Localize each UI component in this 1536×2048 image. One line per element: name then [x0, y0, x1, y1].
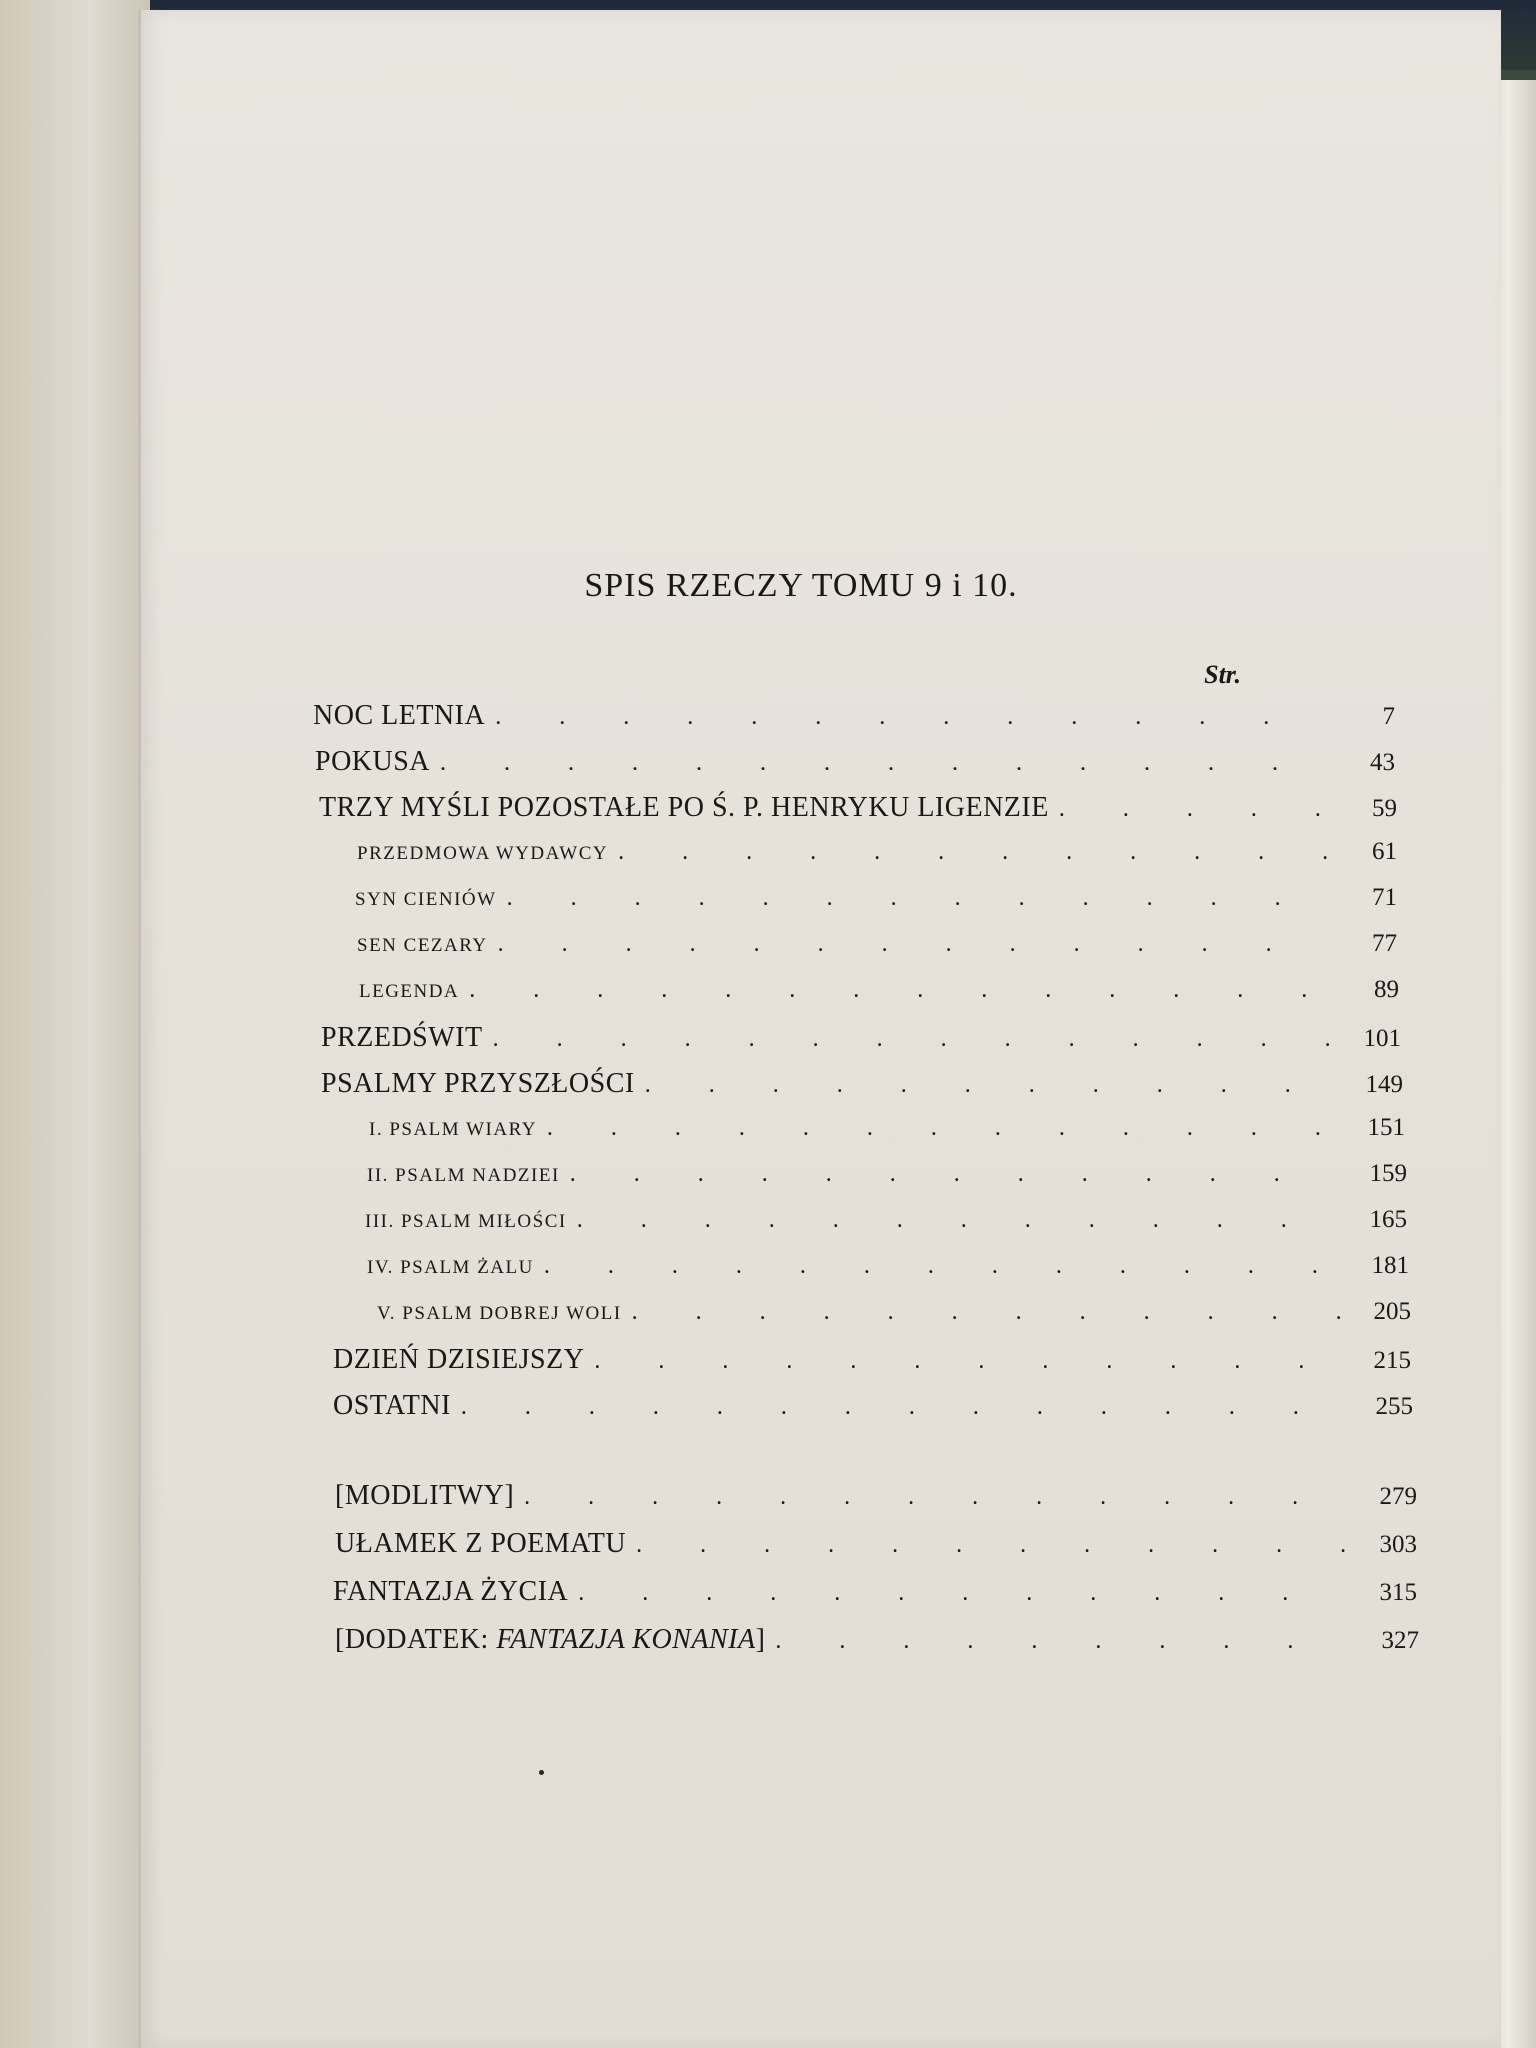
leader-dots — [618, 839, 1327, 866]
toc-entry — [313, 700, 1395, 740]
toc-entry — [333, 1390, 1413, 1430]
toc-entry — [335, 1480, 1417, 1520]
leader-dots — [544, 1253, 1339, 1280]
toc-entry — [367, 1160, 1407, 1200]
toc-entry-page: 71 — [1372, 884, 1397, 911]
toc-entry — [359, 976, 1399, 1016]
toc-entry-label: LEGENDA — [359, 981, 460, 1002]
leader-dots — [570, 1161, 1337, 1188]
toc-entry-page: 7 — [1382, 703, 1395, 730]
toc-entry-page: 181 — [1371, 1252, 1409, 1279]
toc-entry-page: 151 — [1367, 1114, 1405, 1141]
toc-entry — [357, 930, 1397, 970]
toc-entry-label: PSALMY PRZYSZŁOŚCI — [321, 1068, 635, 1099]
toc-entry-label: III. PSALM MIŁOŚCI — [365, 1211, 567, 1232]
toc-entry — [321, 1068, 1403, 1108]
leader-dots — [594, 1348, 1341, 1375]
leader-dots — [547, 1115, 1335, 1142]
toc-entry — [321, 1022, 1401, 1062]
toc-entry-page: 165 — [1369, 1206, 1407, 1233]
toc-entry-label: UŁAMEK Z POEMATU — [335, 1528, 627, 1559]
leader-dots — [524, 1484, 1347, 1511]
toc-entry-label: V. PSALM DOBREJ WOLI — [377, 1303, 622, 1324]
toc-entry-page: 101 — [1363, 1025, 1401, 1052]
toc-entry-page: 215 — [1373, 1347, 1411, 1374]
leader-dots — [493, 1026, 1331, 1053]
ink-speck — [539, 1770, 544, 1775]
toc-entry-page: 149 — [1365, 1071, 1403, 1098]
toc-entry-page: 61 — [1372, 838, 1397, 865]
toc-entry — [315, 746, 1395, 786]
leader-dots — [469, 977, 1329, 1004]
toc-entry-label: [MODLITWY] — [335, 1480, 515, 1511]
toc-entry-page: 279 — [1379, 1483, 1417, 1510]
toc-entry — [365, 1206, 1407, 1246]
leader-dots — [645, 1072, 1333, 1099]
toc-entry — [335, 1624, 1419, 1664]
leader-dots — [632, 1299, 1341, 1326]
toc-entry-label: SYN CIENIÓW — [355, 889, 497, 910]
toc-entry-label: NOC LETNIA — [313, 700, 486, 731]
toc-entry-page: 303 — [1379, 1531, 1417, 1558]
leader-dots — [507, 885, 1327, 912]
toc-entry — [367, 1252, 1409, 1292]
toc-entry-page: 255 — [1375, 1393, 1413, 1420]
toc-entry-label: IV. PSALM ŻALU — [367, 1257, 534, 1278]
toc-label-suffix: ] — [755, 1624, 766, 1655]
toc-entry-label: OSTATNI — [333, 1390, 451, 1421]
leader-dots — [1059, 796, 1327, 823]
toc-entry-page: 89 — [1374, 976, 1399, 1003]
toc-entry-label: I. PSALM WIARY — [369, 1119, 537, 1140]
toc-entry-page: 205 — [1373, 1298, 1411, 1325]
toc-entry-label: SEN CEZARY — [357, 935, 488, 956]
left-page-edge — [0, 0, 150, 2048]
toc-entry-label: TRZY MYŚLI POZOSTAŁE PO Ś. P. HENRYKU LIGENZIE — [319, 792, 1049, 823]
toc-entry — [377, 1298, 1411, 1338]
toc-entry — [319, 792, 1397, 832]
toc-label-prefix: [DODATEK: — [335, 1624, 497, 1655]
toc-entry-page: 315 — [1379, 1579, 1417, 1606]
toc-entry-label: PRZEDMOWA WYDAWCY — [357, 843, 609, 864]
toc-entry-page: 327 — [1381, 1627, 1419, 1654]
toc-entry-page: 43 — [1370, 749, 1395, 776]
toc-entry — [335, 1528, 1417, 1568]
toc-entry-page: 77 — [1372, 930, 1397, 957]
leader-dots — [636, 1532, 1347, 1559]
toc-entry — [333, 1344, 1411, 1384]
leader-dots — [498, 931, 1327, 958]
leader-dots — [495, 704, 1325, 731]
leader-dots — [577, 1207, 1337, 1234]
toc-label-italic: FANTAZJA KONANIA — [496, 1624, 756, 1655]
toc-entry-label: FANTAZJA ŻYCIA — [333, 1576, 569, 1607]
toc-entry — [355, 884, 1397, 924]
leader-dots — [461, 1394, 1343, 1421]
toc-entry-label: DZIEŃ DZISIEJSZY — [333, 1344, 585, 1375]
toc-entry-page: 59 — [1372, 795, 1397, 822]
page-title: SPIS RZECZY TOMU 9 i 10. — [584, 567, 1018, 604]
leader-dots — [440, 750, 1325, 777]
page-column-label: Str. — [1204, 660, 1241, 689]
toc-entry — [357, 838, 1397, 878]
toc-entry-label: POKUSA — [315, 746, 431, 777]
leader-dots — [578, 1580, 1347, 1607]
toc-entry — [333, 1576, 1417, 1616]
toc-entry-label: II. PSALM NADZIEI — [367, 1165, 560, 1186]
toc-entry — [369, 1114, 1405, 1154]
toc-entry-label: PRZEDŚWIT — [321, 1022, 483, 1053]
leader-dots — [775, 1628, 1349, 1655]
table-of-contents — [141, 10, 1501, 2048]
book-page — [138, 10, 1501, 2048]
toc-entry-page: 159 — [1369, 1160, 1407, 1187]
toc-entry-label — [335, 1624, 765, 1656]
